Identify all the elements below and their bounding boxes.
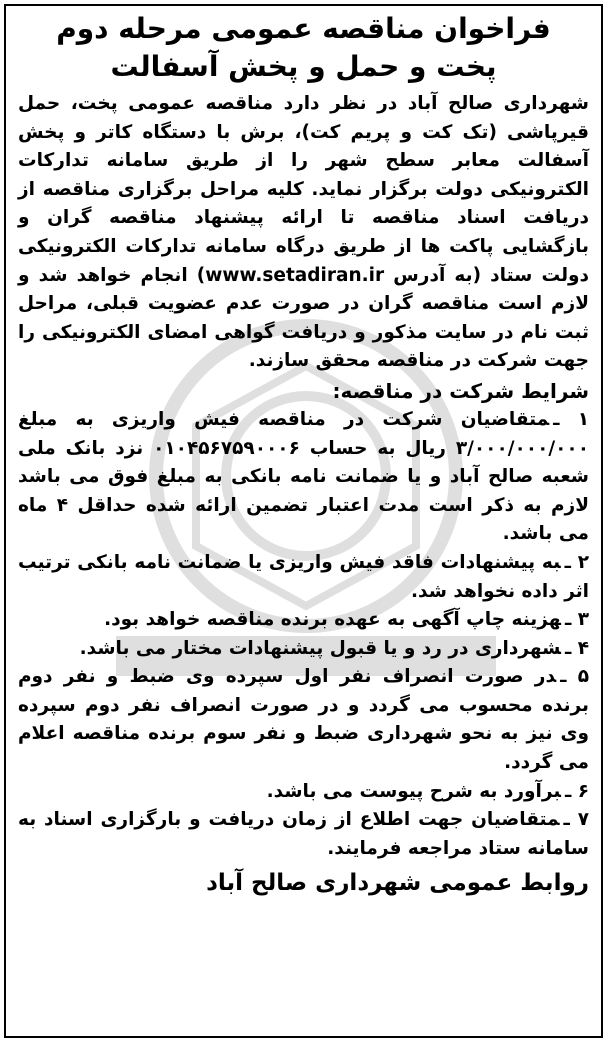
notice-frame [4, 4, 603, 1038]
condition-number: ۴ ـ [564, 637, 589, 659]
condition-item-1 [18, 406, 589, 549]
condition-item-6 [18, 778, 589, 807]
notice-document [6, 6, 601, 899]
condition-text: به پیشنهادات فاقد فیش واریزی یا ضمانت نامه بانکی ترتیب اثر داده نخواهد شد. [18, 551, 589, 602]
signature: روابط عمومی شهرداری صالح آباد [206, 870, 589, 897]
condition-number: ۲ ـ [564, 551, 590, 573]
condition-number: ۱ ـ [553, 408, 590, 430]
condition-item-2 [18, 549, 589, 606]
condition-text: شهرداری در رد و یا قبول پیشنهادات مختار می باشد. [79, 637, 561, 659]
condition-number: ۳ ـ [564, 609, 589, 631]
notice-intro-paragraph: شهرداری صالح آباد در نظر دارد مناقصه عمومی پخت، حمل قیرپاشی (تک کت و پریم کت)، برش با دستگاه کاتر و پخش آسفالت معابر سطح شهر را از طریق سامانه تدارکات الکترونیکی دولت برگزار نماید. کلیه مراحل برگزاری مناقصه از دریافت اسناد مناقصه تا ارائه پیشنهاد مناقصه گران و بازگشایی پاکت ها از طریق درگاه سامانه تدارکات الکترونیکی دولت ستاد (به آدرس www.setadiran.ir) انجام خواهد شد و لازم است مناقصه گران در صورت عدم عضویت قبلی، مراحل ثبت نام در سایت مذکور و دریافت گواهی امضای الکترونیکی را جهت شرکت در مناقصه محقق سازند. [18, 93, 590, 372]
condition-item-4 [18, 635, 589, 664]
condition-text: هزینه چاپ آگهی به عهده برنده مناقصه خواهد بود. [104, 609, 561, 631]
condition-item-3 [18, 606, 589, 635]
condition-text: برآورد به شرح پیوست می باشد. [266, 780, 561, 802]
condition-item-7 [18, 806, 589, 863]
condition-number: ۶ ـ [564, 780, 589, 802]
notice-title-line1: فراخوان مناقصه عمومی مرحله دوم [56, 12, 551, 45]
condition-number: ۷ ـ [563, 809, 589, 831]
condition-text: متقاضیان جهت اطلاع از زمان دریافت و بارگزاری اسناد به سامانه ستاد مراجعه فرمایند. [18, 809, 589, 859]
conditions-heading: شرایط شرکت در مناقصه: [332, 378, 589, 403]
condition-text: متقاضیان شرکت در مناقصه فیش واریزی به مبلغ ۳/۰۰۰/۰۰۰/۰۰۰ ریال به حساب ۰۱۰۴۵۶۷۵۹۰۰۰۶ نزد بانک ملی شعبه صالح آباد و یا ضمانت نامه بانکی به مبلغ فوق می باشد لازم به ذکر است مدت اعتبار تضمین ارائه شده حداقل ۴ ماه می باشد. [18, 408, 590, 545]
notice-title-line2: پخت و حمل و پخش آسفالت [110, 50, 497, 83]
condition-text: در صورت انصراف نفر اول سپرده وی ضبط و نفر دوم برنده محسوب می گردد و در صورت انصراف نفر دوم سپرده وی نیز به نحو شهرداری ضبط و نفر سوم برنده مناقصه اعلام می گردد. [18, 666, 589, 774]
condition-item-5 [18, 663, 589, 777]
conditions-list [18, 406, 589, 864]
condition-number: ۵ ـ [560, 666, 589, 688]
